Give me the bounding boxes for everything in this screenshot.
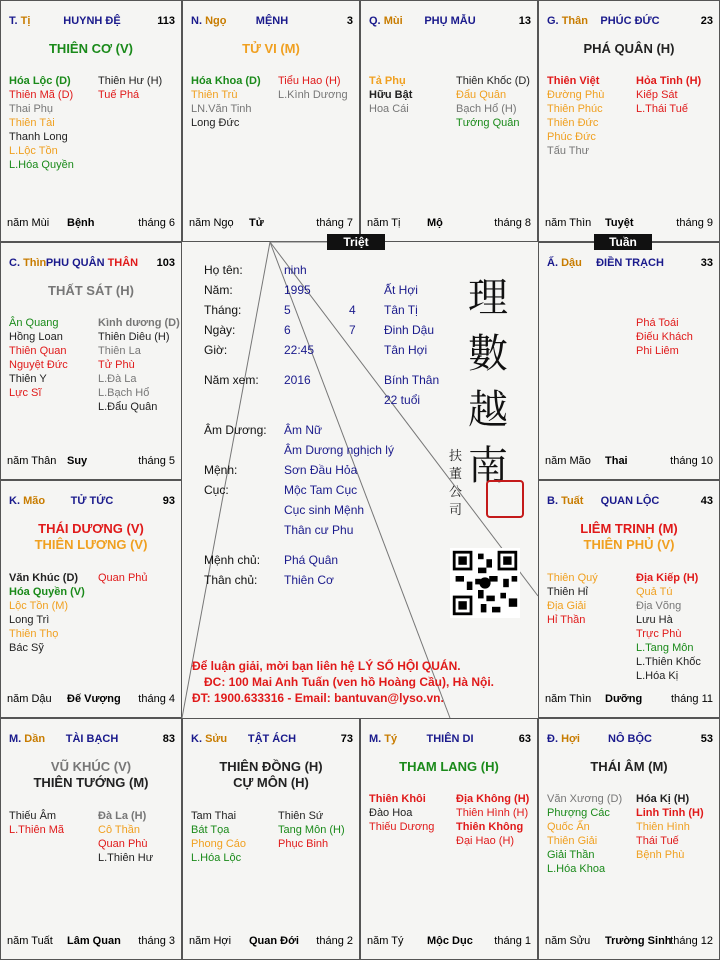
minor-star: Tấu Thư xyxy=(547,145,590,157)
callig-char: 理 xyxy=(468,275,508,321)
minor-star: Thiên Thọ xyxy=(9,628,59,640)
palace-chi: Mùi xyxy=(383,15,403,27)
minor-star: L.Tang Môn xyxy=(636,642,694,654)
minor-star: L.Hóa Kị xyxy=(636,670,679,682)
footer-year: năm Thìn xyxy=(545,693,592,705)
minor-star: L.Kình Dương xyxy=(278,89,348,101)
minor-star: Thiên Hư (H) xyxy=(98,75,163,87)
palace-name-text: TẬT ÁCH xyxy=(247,733,297,745)
minor-star: Ân Quang xyxy=(9,317,59,329)
footer-month: tháng 2 xyxy=(316,935,353,947)
menh-chu-value: Phá Quân xyxy=(284,553,339,567)
minor-star: Hữu Bật xyxy=(369,89,413,101)
minor-star: Thiên Phúc xyxy=(547,103,603,115)
minor-star: Quan Phù xyxy=(98,838,148,850)
menh-chu-label: Mệnh chủ: xyxy=(204,553,261,567)
minor-star: Đường Phù xyxy=(547,89,605,101)
minor-star: Long Trì xyxy=(9,614,50,626)
footer-cycle: Thai xyxy=(605,455,628,467)
footer-month: tháng 12 xyxy=(670,935,713,947)
minor-star: L.Đẩu Quân xyxy=(98,401,158,413)
palace-name-text: MỆNH xyxy=(255,15,289,27)
palace-number: 23 xyxy=(700,15,713,27)
palace-can: C. xyxy=(9,257,20,269)
minor-star: Tam Thai xyxy=(191,810,237,822)
minor-star: L.Thái Tuế xyxy=(636,103,688,115)
minor-star: Thiên Việt xyxy=(547,75,600,87)
footer-year: năm Thìn xyxy=(545,217,592,229)
palace-chi: Tị xyxy=(20,15,31,27)
triet-tag: Triệt xyxy=(327,234,385,250)
name-label: Họ tên: xyxy=(204,263,243,277)
year-canchi: Ất Hợi xyxy=(384,283,418,297)
footer-month: tháng 4 xyxy=(138,693,175,705)
day-lunar: 7 xyxy=(349,323,356,337)
footer-cycle: Đế Vượng xyxy=(67,693,121,705)
minor-star: Thiên Quan xyxy=(9,345,67,357)
minor-star: Thiếu Âm xyxy=(9,810,57,822)
minor-star: Cô Thần xyxy=(98,824,140,836)
palace-can: M. xyxy=(9,733,22,745)
footer-cycle: Suy xyxy=(67,455,88,467)
minor-star: Hóa Lộc (D) xyxy=(9,75,71,87)
main-star: THIÊN TƯỚNG (M) xyxy=(33,775,149,790)
minor-star: Thiên Khôi xyxy=(369,793,426,805)
main-star: VŨ KHÚC (V) xyxy=(50,759,132,774)
main-star: PHÁ QUÂN (H) xyxy=(583,41,675,56)
footer-month: tháng 8 xyxy=(494,217,531,229)
minor-star: Phá Toái xyxy=(636,317,679,329)
minor-star: Hóa Khoa (D) xyxy=(191,75,261,87)
minor-star: Thiên Hình xyxy=(636,821,690,833)
footer-cycle: Trường Sinh xyxy=(605,935,672,947)
minor-star: Bạch Hổ (H) xyxy=(456,103,517,115)
hour-canchi: Tân Hợi xyxy=(384,343,428,357)
callig-char: 越 xyxy=(468,387,508,433)
than-chu-value: Thiên Cơ xyxy=(284,573,334,587)
palace-chi: Sửu xyxy=(205,733,228,745)
footer-month: tháng 6 xyxy=(138,217,175,229)
minor-star: Tả Phụ xyxy=(369,75,406,87)
minor-star: Đẩu Quân xyxy=(456,89,507,101)
minor-star: Hồng Loan xyxy=(9,331,63,343)
palace-chi: Ngọ xyxy=(205,15,227,27)
footer-month: tháng 7 xyxy=(316,217,353,229)
minor-star: Tiểu Hao (H) xyxy=(278,75,341,87)
footer-month: tháng 10 xyxy=(670,455,713,467)
main-star: THIÊN CƠ (V) xyxy=(48,41,134,56)
minor-star: Hỉ Thần xyxy=(547,614,586,626)
palace-chi: Tý xyxy=(384,733,398,745)
than-chu-label: Thân chủ: xyxy=(204,573,258,587)
main-star: CỰ MÔN (H) xyxy=(233,775,309,790)
day-label: Ngày: xyxy=(204,323,236,337)
palace-number: 93 xyxy=(162,495,175,507)
minor-star: Tuế Phá xyxy=(98,89,140,101)
minor-star: Trực Phù xyxy=(636,628,682,640)
palace-number: 103 xyxy=(156,257,175,269)
month-value: 5 xyxy=(284,303,291,317)
day-canchi: Đinh Dậu xyxy=(384,323,435,337)
minor-star: Quả Tú xyxy=(636,586,673,598)
month-canchi: Tân Tị xyxy=(384,303,418,317)
minor-star: Tử Phù xyxy=(98,359,135,371)
minor-star: Lưu Hà xyxy=(636,614,673,626)
palace-number: 63 xyxy=(518,733,531,745)
view-year-value: 2016 xyxy=(284,373,311,387)
minor-star: L.Hóa Lộc xyxy=(191,852,242,864)
footer-month: tháng 3 xyxy=(138,935,175,947)
callig-char: 數 xyxy=(468,331,508,377)
footer-year: năm Dậu xyxy=(7,693,52,705)
month-label: Tháng: xyxy=(204,303,242,317)
palace-number: 3 xyxy=(346,15,353,27)
minor-star: L.Lộc Tồn xyxy=(9,145,58,157)
minor-star: L.Thiên Mã xyxy=(9,824,65,836)
minor-star: L.Hóa Khoa xyxy=(547,863,606,875)
footer-year: năm Mão xyxy=(545,455,591,467)
main-star: THIÊN LƯƠNG (V) xyxy=(34,537,148,552)
palace-number: 73 xyxy=(340,733,353,745)
minor-star: L.Thiên Hư xyxy=(98,852,154,864)
main-star: THIÊN PHỦ (V) xyxy=(583,537,675,552)
minor-star: Hoa Cái xyxy=(369,103,409,115)
year-label: Năm: xyxy=(204,283,233,297)
palace-can: Đ. xyxy=(547,733,558,745)
palace-name-text: TỬ TỨC xyxy=(70,495,114,507)
palace-can: N. xyxy=(191,15,202,27)
minor-star: Thai Phụ xyxy=(9,103,54,115)
main-star: THÁI ÂM (M) xyxy=(590,759,668,774)
minor-star: Thiên Quý xyxy=(547,572,598,584)
minor-star: Phúc Đức xyxy=(547,131,596,143)
footer-month: tháng 11 xyxy=(670,693,713,705)
minor-star: Địa Võng xyxy=(636,600,682,612)
minor-star: Văn Xương (D) xyxy=(547,793,623,805)
minor-star: Thiên Mã (D) xyxy=(9,89,74,101)
minor-star: Lộc Tồn (M) xyxy=(9,600,69,612)
palace-chi: Dần xyxy=(24,733,46,745)
minor-star: LN.Văn Tinh xyxy=(191,103,252,115)
minor-star: Điếu Khách xyxy=(636,331,693,343)
palace-name-text: NÔ BỘC xyxy=(608,733,652,745)
palace-name-text: ĐIỀN TRẠCH xyxy=(596,257,664,269)
minor-star: Địa Không (H) xyxy=(456,793,530,805)
palace-chi: Thân xyxy=(561,15,588,27)
minor-star: Tướng Quân xyxy=(456,117,520,129)
minor-star: Thiên Hỉ xyxy=(547,586,588,598)
minor-star: L.Đà La xyxy=(98,373,137,385)
contact-line-3: ĐT: 1900.633316 - Email: bantuvan@lyso.vn. xyxy=(192,691,444,705)
minor-star: Quan Phủ xyxy=(98,572,148,584)
minor-star: L.Thiên Khốc xyxy=(636,656,701,668)
cuc-value: Mộc Tam Cục xyxy=(284,483,358,497)
minor-star: Thiên La xyxy=(98,345,141,357)
minor-star: Địa Giải xyxy=(547,600,587,612)
minor-star: Hóa Kị (H) xyxy=(636,793,690,805)
footer-year: năm Tị xyxy=(367,217,401,229)
year-value: 1995 xyxy=(284,283,311,297)
palace-name-text: TÀI BẠCH xyxy=(65,733,119,745)
palace-chi: Dậu xyxy=(561,257,582,269)
minor-star: Thiên Hình (H) xyxy=(456,807,529,819)
day-value: 6 xyxy=(284,323,291,337)
palace-can: Ấ. xyxy=(547,257,558,269)
minor-star: Hỏa Tinh (H) xyxy=(636,75,702,87)
minor-star: Kiếp Sát xyxy=(636,89,678,101)
palace-can: B. xyxy=(547,495,558,507)
palace-chi: Thìn xyxy=(23,257,47,269)
minor-star: Đào Hoa xyxy=(369,807,413,819)
footer-month: tháng 5 xyxy=(138,455,175,467)
main-star: THIÊN ĐỒNG (H) xyxy=(219,759,323,774)
palace-chi: Hợi xyxy=(561,733,580,745)
palace-name-text: PHỤ MẪU xyxy=(424,15,476,27)
palace-number: 113 xyxy=(157,15,175,27)
footer-month: tháng 9 xyxy=(676,217,713,229)
minor-star: Thiếu Dương xyxy=(369,821,435,833)
name-value: ninh xyxy=(284,263,307,277)
minor-star: Phi Liêm xyxy=(636,345,679,357)
palace-number: 43 xyxy=(700,495,713,507)
minor-star: Thiên Không xyxy=(456,821,524,833)
minor-star: Đại Hao (H) xyxy=(456,835,515,847)
month-lunar: 4 xyxy=(349,303,356,317)
cuc-value2: Cục sinh Mệnh xyxy=(284,503,365,517)
palace-can: G. xyxy=(547,15,559,27)
minor-star: Thiên Diêu (H) xyxy=(98,331,170,343)
seal-text: 扶 董 公 司 xyxy=(449,449,463,518)
minor-star: Phượng Các xyxy=(547,807,610,819)
minor-star: Thiên Giải xyxy=(547,835,598,847)
minor-star: Kình dương (D) xyxy=(98,317,180,329)
minor-star: Thiên Sứ xyxy=(278,810,324,822)
red-seal xyxy=(486,480,524,518)
footer-cycle: Bệnh xyxy=(67,217,95,229)
palace-name-text: PHÚC ĐỨC xyxy=(600,15,660,27)
menh-value: Sơn Đầu Hỏa xyxy=(284,463,358,477)
main-star: THẤT SÁT (H) xyxy=(48,283,134,298)
minor-star: Long Đức xyxy=(191,117,240,129)
footer-cycle: Dưỡng xyxy=(605,693,643,705)
minor-star: Quốc Ấn xyxy=(547,821,590,833)
minor-star: Phục Binh xyxy=(278,838,329,850)
main-star: LIÊM TRINH (M) xyxy=(580,521,678,536)
amduong-value: Âm Nữ xyxy=(284,423,323,437)
footer-year: năm Thân xyxy=(7,455,57,467)
footer-year: năm Ngọ xyxy=(189,217,234,229)
footer-cycle: Quan Đới xyxy=(249,935,299,947)
callig-char: 南 xyxy=(468,443,508,489)
minor-star: Thái Tuế xyxy=(636,835,679,847)
cuc-value3: Thân cư Phu xyxy=(284,523,354,537)
cuc-label: Cục: xyxy=(204,483,229,497)
contact-line-2: ĐC: 100 Mai Anh Tuấn (ven hồ Hoàng Cầu), Hà Nội. xyxy=(204,675,495,689)
hour-value: 22:45 xyxy=(284,343,315,357)
palace-can: M. xyxy=(369,733,382,745)
palace-number: 53 xyxy=(700,733,713,745)
palace-name-text: HUYNH ĐỆ xyxy=(63,15,121,27)
contact-line-1: Để luận giải, mời bạn liên hệ LÝ SỐ HỘI QUÁN. xyxy=(192,659,461,673)
minor-star: Nguyệt Đức xyxy=(9,359,68,371)
palace-chi: Mão xyxy=(23,495,46,507)
minor-star: Linh Tinh (H) xyxy=(636,807,704,819)
view-year-canchi: Bính Thân xyxy=(384,373,440,387)
amduong-value2: Âm Dương nghịch lý xyxy=(284,443,394,457)
minor-star: Phong Cáo xyxy=(191,838,247,850)
footer-year: năm Tuất xyxy=(7,935,53,947)
palace-chi: Tuất xyxy=(561,495,584,507)
menh-label: Mệnh: xyxy=(204,463,238,477)
minor-star: Hóa Quyền (V) xyxy=(9,586,85,598)
palace-can: T. xyxy=(9,15,18,27)
minor-star: Bệnh Phù xyxy=(636,849,685,861)
age-value: 22 tuổi xyxy=(384,393,421,407)
footer-year: năm Tý xyxy=(367,935,404,947)
minor-star: Thiên Khốc (D) xyxy=(456,75,530,87)
qr-code-icon[interactable] xyxy=(450,548,520,618)
palace-can: K. xyxy=(9,495,20,507)
palace-name-text: PHU QUÂN xyxy=(45,257,105,269)
palace-can: K. xyxy=(191,733,202,745)
main-star: THAM LANG (H) xyxy=(399,759,499,774)
palace-number: 83 xyxy=(162,733,175,745)
tuan-tag: Tuần xyxy=(594,234,652,250)
main-star: THÁI DƯƠNG (V) xyxy=(38,521,144,536)
footer-cycle: Tử xyxy=(249,217,264,229)
footer-year: năm Hợi xyxy=(189,935,232,947)
minor-star: Địa Kiếp (H) xyxy=(636,572,699,584)
footer-year: năm Sửu xyxy=(545,935,591,947)
contact-info xyxy=(192,658,494,706)
view-year-label: Năm xem: xyxy=(204,373,259,387)
hour-label: Giờ: xyxy=(204,343,228,357)
footer-month: tháng 1 xyxy=(494,935,531,947)
minor-star: L.Bạch Hổ xyxy=(98,387,150,399)
minor-star: Thiên Tài xyxy=(9,117,55,129)
footer-cycle: Mộ xyxy=(427,217,443,229)
minor-star: Thiên Y xyxy=(9,373,47,385)
minor-star: Thiên Trù xyxy=(191,89,238,101)
footer-year: năm Mùi xyxy=(7,217,50,229)
minor-star: Bát Tọa xyxy=(191,824,230,836)
palace-name-text: THIÊN DI xyxy=(426,733,474,745)
footer-cycle: Tuyệt xyxy=(605,217,634,229)
minor-star: Tang Môn (H) xyxy=(278,824,345,836)
minor-star: Giải Thần xyxy=(547,849,595,861)
minor-star: Văn Khúc (D) xyxy=(9,572,79,584)
palace-name-text: QUAN LỘC xyxy=(600,495,660,507)
footer-cycle: Lâm Quan xyxy=(67,935,121,947)
minor-star: Thiên Đức xyxy=(547,117,599,129)
birth-info xyxy=(204,260,464,600)
minor-star: Lực Sĩ xyxy=(9,387,42,399)
minor-star: Thanh Long xyxy=(9,131,68,143)
footer-cycle: Mộc Dục xyxy=(427,935,473,947)
minor-star: Bác Sỹ xyxy=(9,642,44,654)
palace-number: 13 xyxy=(518,15,531,27)
palace-can: Q. xyxy=(369,15,381,27)
amduong-label: Âm Dương: xyxy=(204,423,267,437)
minor-star: Đà La (H) xyxy=(98,810,147,822)
main-star: TỬ VI (M) xyxy=(242,41,300,56)
palace-number: 33 xyxy=(700,257,713,269)
palace-than-marker: THÂN xyxy=(107,257,139,269)
minor-star: L.Hóa Quyền xyxy=(9,159,74,171)
